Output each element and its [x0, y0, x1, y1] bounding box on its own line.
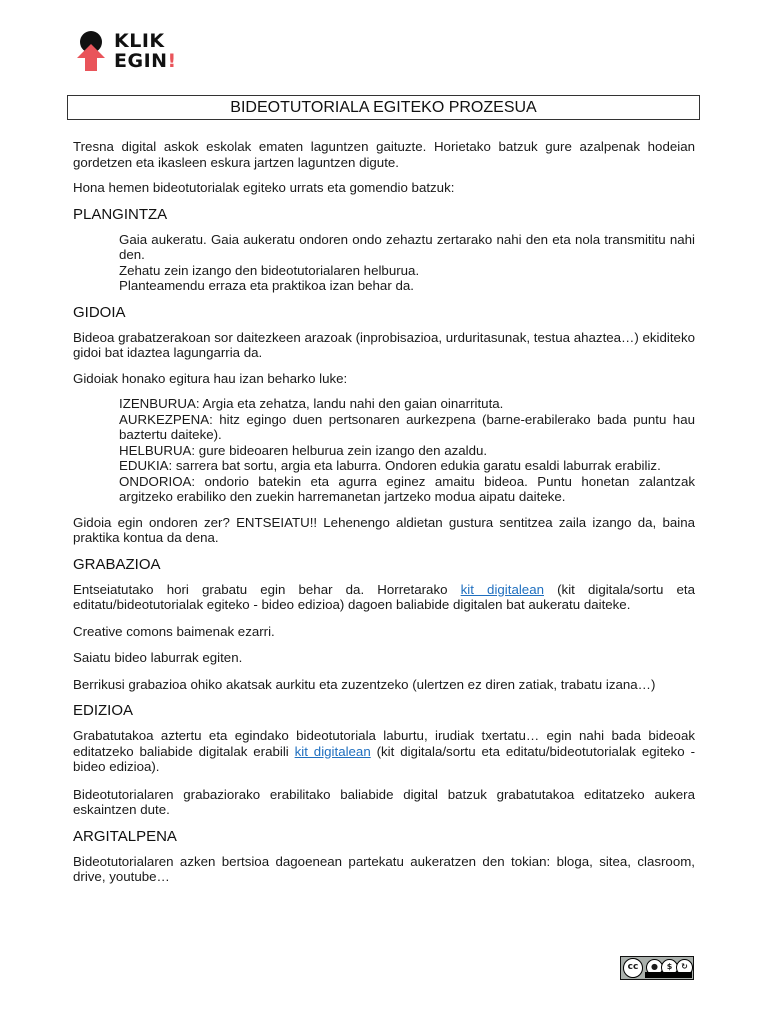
noncommercial-icon: $	[661, 959, 678, 976]
edizioa-paragraph-1: Grabatutakoa aztertu eta egindako bideotutoriala laburtu, irudiak txertatu… egin nahi bada bideoak editatzeko baliabide digitalak erabili kit digitalean (kit digitala/sortu eta editatu/bideotutorialak egiteko - bideo edizioa).	[73, 728, 696, 774]
argitalpena-paragraph-1: Bideotutorialaren azken bertsioa dagoenean partekatu aukeratzen den tokian: bloga, sitea, clasroom, drive, youtube…	[73, 853, 695, 884]
heading-edizioa: EDIZIOA	[73, 702, 134, 719]
plangintza-item: Planteamendu erraza eta praktikoa izan behar da.	[119, 278, 414, 293]
sharealike-icon: ↻	[676, 959, 693, 976]
grabazioa-paragraph-3: Saiatu bideo laburrak egiten.	[73, 650, 243, 665]
edizioa-paragraph-2: Bideotutorialaren grabaziorako erabilitako baliabide digital batzuk grabatutakoa editatzeko aukera eskaintzen dute.	[73, 786, 695, 817]
gidoia-item: EDUKIA: sarrera bat sortu, argia eta laburra. Ondoren edukia garatu esaldi laburrak erabiliz.	[119, 458, 661, 473]
cc-by-nc-sa-icon	[620, 956, 694, 980]
heading-grabazioa: GRABAZIOA	[73, 555, 161, 573]
gidoia-item: ONDORIOA: ondorio batekin eta agurra eginez amaitu bideoa. Puntu honetan zalantzak argitzeko erabiliko den zuekin harremanetan jartzeko modua aipatu daiteke.	[119, 473, 695, 504]
kit-digitalean-link[interactable]: kit digitalean	[294, 743, 371, 759]
cc-icon: cc	[623, 958, 643, 978]
gidoia-structure-list	[73, 396, 695, 505]
heading-argitalpena: ARGITALPENA	[73, 827, 177, 845]
plangintza-item: Zehatu zein izango den bideotutorialaren helburua.	[119, 262, 420, 278]
klik-egin-logo	[74, 30, 184, 74]
license-band	[645, 972, 692, 978]
gidoia-item: HELBURUA: gure bideoaren helburua zein izango den azaldu.	[119, 442, 488, 458]
intro-paragraph-2: Hona hemen bideotutorialak egiteko urrats eta gomendio batzuk:	[73, 180, 455, 195]
page-title: BIDEOTUTORIALA EGITEKO PROZESUA	[67, 95, 700, 120]
heading-plangintza: PLANGINTZA	[73, 205, 168, 223]
logo-line-1: KLIK	[114, 30, 165, 52]
klik-egin-mark-icon	[74, 30, 108, 72]
intro-paragraph-1: Tresna digital askok eskolak ematen laguntzen gaituzte. Horietako batzuk gure azalpenak hodeian gordetzen eta ikasleen eskura jartzen laguntzen digute.	[73, 139, 695, 170]
grabazioa-paragraph-4: Berrikusi grabazioa ohiko akatsak aurkitu eta zuzentzeko (ulertzen ez diren zatiak, trabatu izana…)	[73, 676, 656, 692]
logo-line-2: EGIN	[114, 50, 168, 72]
logo-exclamation: !	[167, 50, 177, 72]
gidoia-item: AURKEZPENA: hitz egingo duen pertsonaren aurkezpena (barne-erabilerako bada puntu hau baztertu daiteke).	[119, 411, 695, 442]
gidoia-paragraph-3: Gidoia egin ondoren zer? ENTSEIATU!! Lehenengo aldietan gustura sentitzea zaila izango da, baina praktika kontua da dena.	[73, 514, 695, 545]
gidoia-paragraph-1: Bideoa grabatzerakoan sor daitezkeen arazoak (inprobisazioa, urduritasunak, testua ahaztea…) ekiditeko gidoi bat idaztea lagungarria da.	[73, 329, 695, 360]
gidoia-paragraph-2: Gidoiak honako egitura hau izan beharko luke:	[73, 370, 348, 386]
gidoia-item: IZENBURUA: Argia eta zehatza, landu nahi den gaian oinarrituta.	[119, 396, 504, 411]
attribution-icon: ●	[646, 959, 663, 976]
grabazioa-paragraph-1: Entseiatutako hori grabatu egin behar da. Horretarako kit digitalean (kit digitala/sortu eta editatu/bideotutorialak egiteko - bideo edizioa) dagoen baliabide digitalen bat aukeratu daiteke.	[73, 581, 695, 612]
grabazioa-paragraph-2: Creative comons baimenak ezarri.	[73, 623, 275, 639]
plangintza-item: Gaia aukeratu. Gaia aukeratu ondoren ondo zehaztu zertarako nahi den eta nola transmititu nahi den.	[119, 231, 695, 262]
heading-gidoia: GIDOIA	[73, 303, 126, 321]
document-body	[73, 139, 695, 885]
kit-digitalean-link[interactable]: kit digitalean	[460, 581, 544, 597]
plangintza-list	[73, 232, 695, 294]
